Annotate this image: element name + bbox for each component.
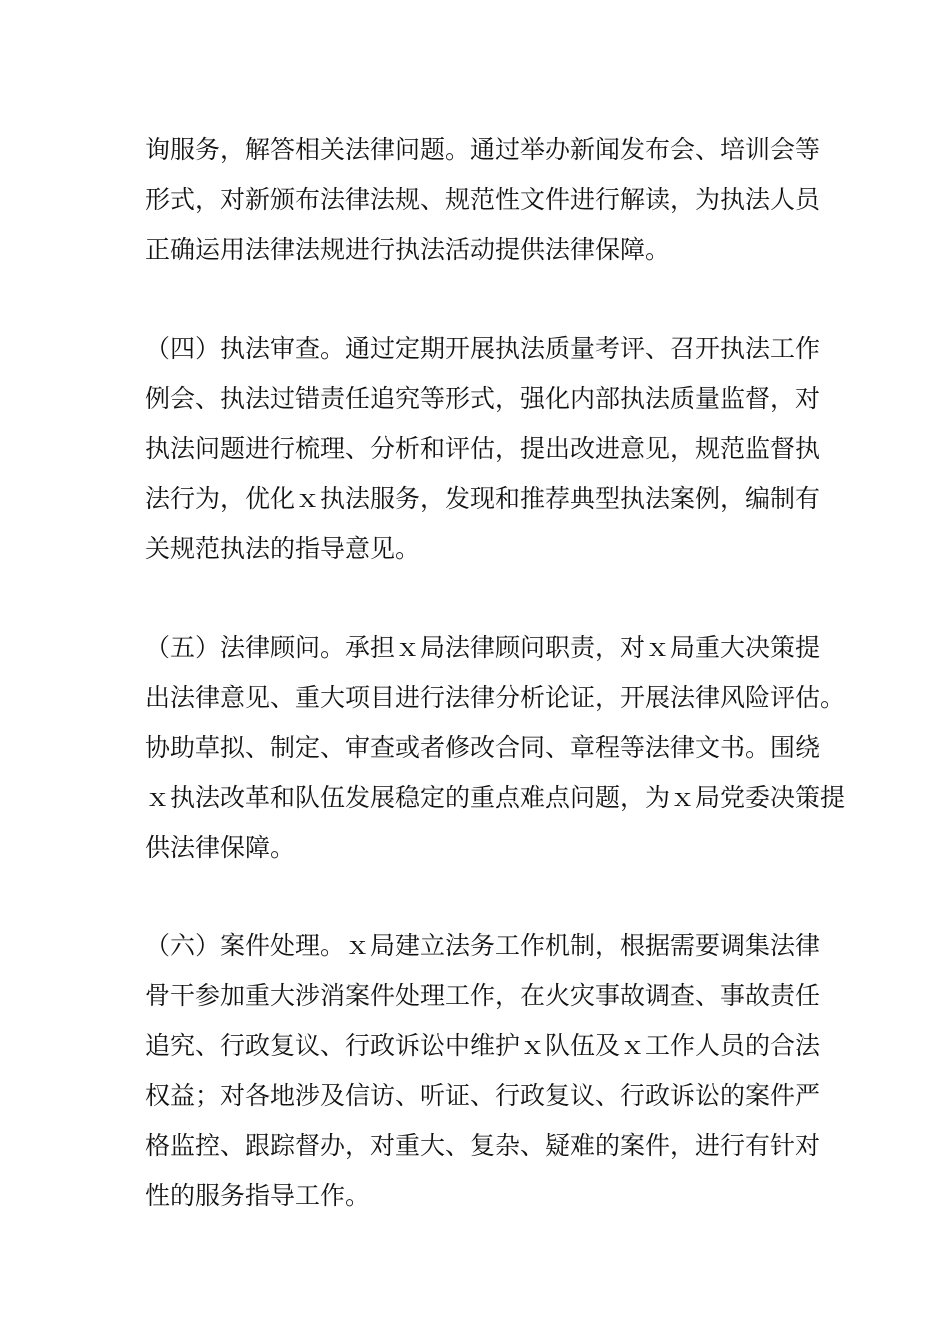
text-line: 询服务，解答相关法律问题。通过举办新闻发布会、培训会等 (145, 135, 821, 164)
paragraph-legal-advisor (145, 623, 846, 873)
text-line: 执法问题进行梳理、分析和评估，提出改进意见，规范监督执 (145, 434, 821, 463)
paragraph-legal-consultation (145, 125, 821, 275)
text-line: 出法律意见、重大项目进行法律分析论证，开展法律风险评估。 (145, 683, 846, 712)
text-line: （五）法律顾问。承担ｘ局法律顾问职责，对ｘ局重大决策提 (145, 633, 821, 662)
paragraph-enforcement-review (145, 324, 821, 574)
text-line: 关规范执法的指导意见。 (145, 534, 421, 563)
text-line: 法行为，优化ｘ执法服务，发现和推荐典型执法案例，编制有 (145, 484, 821, 513)
text-line: 格监控、跟踪督办，对重大、复杂、疑难的案件，进行有针对 (145, 1131, 821, 1160)
text-line: 骨干参加重大涉消案件处理工作，在火灾事故调查、事故责任 (145, 981, 821, 1010)
text-line: 供法律保障。 (145, 833, 296, 862)
text-line: 正确运用法律法规进行执法活动提供法律保障。 (145, 235, 671, 264)
text-line: （四）执法审查。通过定期开展执法质量考评、召开执法工作 (145, 334, 821, 363)
text-line: 性的服务指导工作。 (145, 1181, 371, 1210)
text-line: 协助草拟、制定、审查或者修改合同、章程等法律文书。围绕 (145, 733, 821, 762)
text-line: 例会、执法过错责任追究等形式，强化内部执法质量监督，对 (145, 384, 821, 413)
paragraph-case-handling (145, 921, 821, 1221)
text-line: 权益；对各地涉及信访、听证、行政复议、行政诉讼的案件严 (145, 1081, 821, 1110)
text-line: （六）案件处理。ｘ局建立法务工作机制，根据需要调集法律 (145, 931, 821, 960)
text-line: ｘ执法改革和队伍发展稳定的重点难点问题，为ｘ局党委决策提 (145, 783, 846, 812)
text-line: 形式，对新颁布法律法规、规范性文件进行解读，为执法人员 (145, 185, 821, 214)
text-line: 追究、行政复议、行政诉讼中维护ｘ队伍及ｘ工作人员的合法 (145, 1031, 821, 1060)
